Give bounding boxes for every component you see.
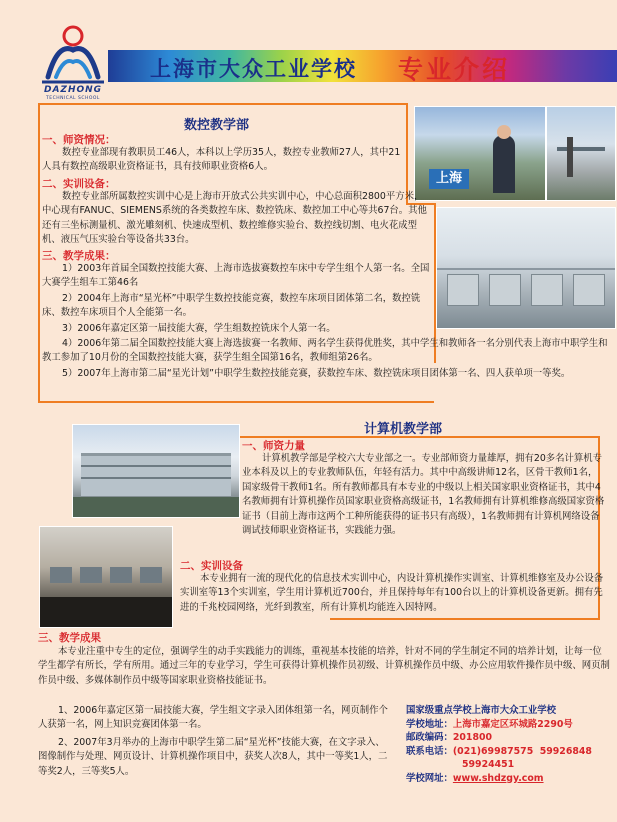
section1-sub1: 一、师资情况： <box>42 134 116 146</box>
school-title: 上海市大众工业学校 <box>150 56 357 81</box>
section2-heading: 计算机教学部 <box>364 422 443 437</box>
web-label: 学校网址： <box>406 772 453 784</box>
section2-sub2: 二、实训设备 <box>180 560 243 572</box>
section1-item: 2）2004年上海市“星光杯”中职学生数控技能竞赛，数控车床项目团体第二名，数控铣床、数控车床项目个人全能第一名。 <box>42 293 421 319</box>
computer-lab-photo <box>39 526 173 628</box>
frame-line <box>38 103 40 401</box>
section2-p3: 本专业注重中专生的定位，强调学生的动手实践能力的训练，重视基本技能的培养，针对不同的学生制定不同的培养计划，让每一位学生都学有所长，学有所用。通过三年的专业学习，学生可获得计算机操作员初级、计算机操作员中级、办公应用软件操作员中级、网页制作员中级、多媒体制作员中级等国家职业资格技能证书。 <box>38 646 610 686</box>
section2-item: 2、2007年3月举办的上海市中职学生第二届“星光杯”技能大赛，在文字录入、图像制作与处理、网页设计、计算机操作项目中，获奖人次8人，其中一等奖1人，二等奖2人，三等奖5人。 <box>38 737 388 777</box>
section2-sub3: 三、教学成果 <box>38 632 101 644</box>
phone-label: 联系电话： <box>406 745 453 757</box>
section1-item: 5）2007年上海市第二届“星光计划”中职学生数控技能竞赛，获数控车床、数控铣床项目团体第一名、四人获单项一等奖。 <box>62 368 571 379</box>
campus-sign-photo <box>414 106 546 201</box>
phone-value: (021)69987575 59926848 <box>452 745 592 757</box>
frame-line <box>38 401 434 403</box>
logo-subtext: TECHNICAL SCHOOL <box>46 96 100 101</box>
school-logo <box>38 22 108 92</box>
section1-heading: 数控教学部 <box>184 118 250 133</box>
address-value: 上海市嘉定区环城路2290号 <box>452 718 573 730</box>
cnc-lab-photo <box>436 207 616 329</box>
section2-sub1: 一、师资力量 <box>242 440 305 452</box>
website-link[interactable]: www.shdzgy.com <box>452 772 544 784</box>
sign-text: 上海 <box>429 169 469 189</box>
page-title: 专业介绍 <box>398 55 511 84</box>
address-label: 学校地址： <box>406 718 453 730</box>
zip-value: 201800 <box>452 732 493 743</box>
section2-p2: 本专业拥有一流的现代化的信息技术实训中心，内设计算机操作实训室、计算机维修室及办公设备实训室等13个实训室，学生用计算机近700台，并且保持每年有100台以上的计算机设备更新。拥有先进的千兆校园网络，光纤到教室，所有计算机均能连入因特网。 <box>180 573 604 613</box>
student-photo <box>546 106 616 201</box>
section1-sub2: 二、实训设备： <box>42 178 116 190</box>
section1-p2: 数控专业部所属数控实训中心是上海市开放式公共实训中心，中心总面积2800平方米，中心现有FANUC、SIEMENS系统的各类数控车床、数控铣床、数控加工中心等共67台。其他还有三坐标测量机、激光雕刻机、快速成型机、数控维修实验台、数控线切割、电火花成型机、液压气压实验台等设备共33台。 <box>42 191 427 246</box>
section2-p1: 计算机教学部是学校六大专业部之一。专业部师资力量雄厚，拥有20多名计算机专业本科及以上的专业教师队伍，年轻有活力。其中中高级讲师12名，区骨干教师1名，国家级骨干教师1名。所有教师都具有本专业的中级以上相关国家职业资格证书，其中4名教师拥有计算机操作员国家职业资格高级证书，1名教师拥有计算机维修高级国家资格证书（目前上海市这两个工种所能获得的证书只有高级），1名教师拥有计算机网络设备调试技师职业资格证书，实践能力强。 <box>242 453 605 537</box>
frame-line <box>330 618 600 620</box>
section1-p1: 数控专业部现有教职员工46人，本科以上学历35人，数控专业教师27人，其中21人具有数控高级职业资格证书，具有技师职业资格6人。 <box>42 147 401 173</box>
section2-item: 1、2006年嘉定区第一届技能大赛，学生组文字录入团体组第一名，网页制作个人获第一名，网上知识竞赛团体第一名。 <box>38 705 388 731</box>
section1-item: 4）2006年第二届全国数控技能大赛上海选拔赛一名教师、两名学生获得优胜奖，其中学生和教师各一名分别代表上海市中职学生和教工参加了10月份的全国数控技能大赛，获学生组全国第16名，教师组第26名。 <box>42 338 608 364</box>
zip-label: 邮政编码： <box>406 732 453 743</box>
frame-line <box>38 103 406 105</box>
phone-value-2: 59924451 <box>462 759 515 770</box>
section1-item: 3）2006年嘉定区第一届技能大赛，学生组数控铣床个人第一名。 <box>62 323 336 334</box>
frame-line <box>406 103 408 203</box>
school-building-photo <box>72 424 240 518</box>
contact-school: 国家级重点学校上海市大众工业学校 <box>406 705 557 716</box>
contact-block <box>406 704 616 785</box>
logo-text: DAZHONG <box>44 85 103 95</box>
section1-item: 1）2003年首届全国数控技能大赛、上海市选拔赛数控车床中专学生组个人第一名。全国大赛学生组车工第46名 <box>42 263 430 289</box>
section1-sub3: 三、教学成果： <box>42 250 116 262</box>
